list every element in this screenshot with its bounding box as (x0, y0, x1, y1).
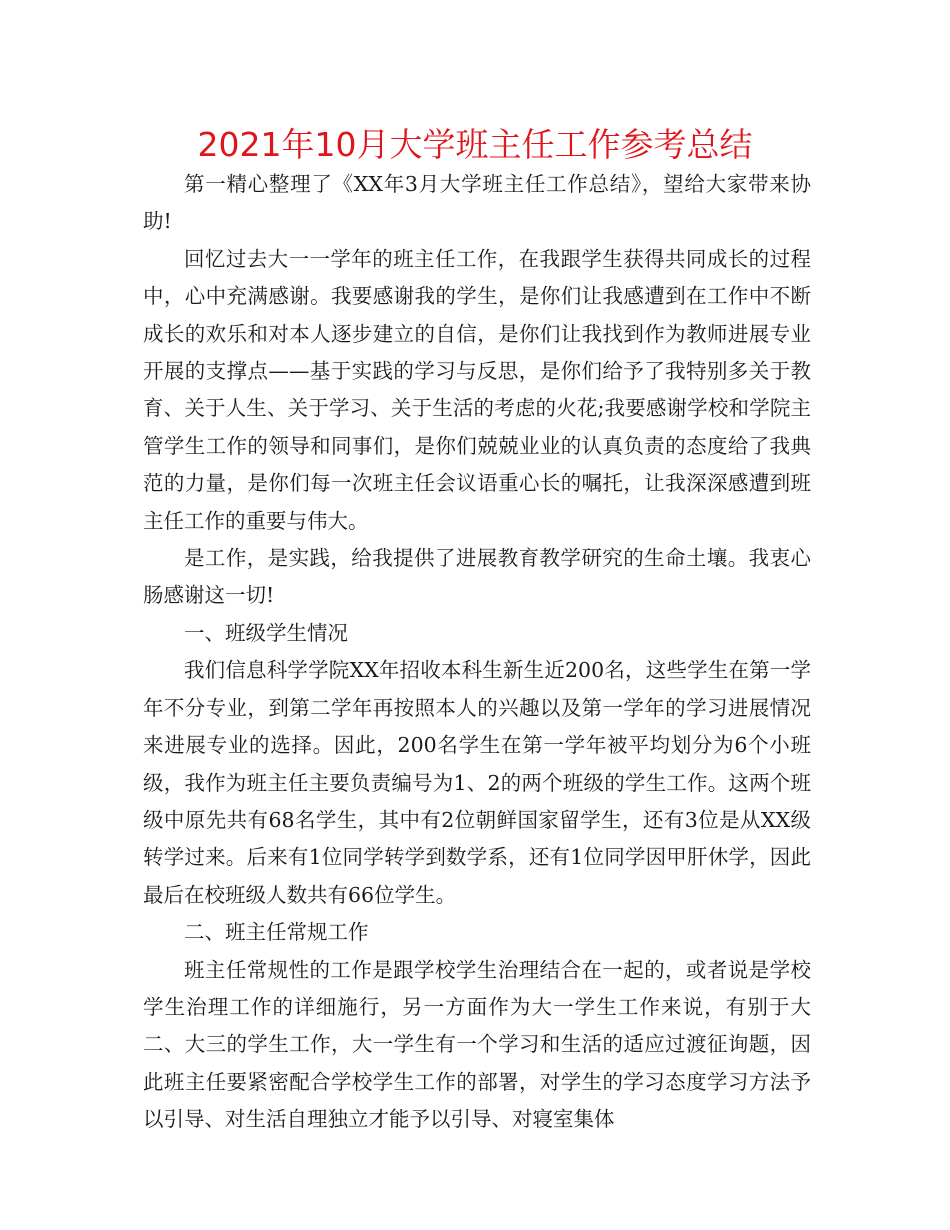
document-body (143, 166, 811, 1139)
section-heading-routine-work: 二、班主任常规工作 (184, 920, 369, 945)
paragraph-intro: 第一精心整理了《XX年3月大学班主任工作总结》，望给大家带来协助! (143, 172, 811, 234)
paragraph-gratitude: 回忆过去大一一学年的班主任工作，在我跟学生获得共同成长的过程中，心中充满感谢。我要感谢我的学生，是你们让我感遭到在工作中不断成长的欢乐和对本人逐步建立的自信，是你们让我找到作为教师进展专业开展的支撑点——基于实践的学习与反思，是你们给予了我特别多关于教育、关于人生、关于学习、关于生活的考虑的火花;我要感谢学校和学院主管学生工作的领导和同事们，是你们兢兢业业的认真负责的态度给了我典范的力量，是你们每一次班主任会议语重心长的嘱托，让我深深感遭到班主任工作的重要与伟大。 (143, 246, 811, 533)
paragraph-practice: 是工作，是实践，给我提供了进展教育教学研究的生命土壤。我衷心肠感谢这一切! (143, 546, 811, 608)
paragraph-class-situation: 我们信息科学学院XX年招收本科生新生近200名，这些学生在第一学年不分专业，到第二学年再按照本人的兴趣以及第一学年的学习进展情况来进展专业的选择。因此，200名学生在第一学年被平均划分为6个小班级，我作为班主任主要负责编号为1、2的两个班级的学生工作。这两个班级中原先共有68名学生，其中有2位朝鲜国家留学生，还有3位是从XX级转学过来。后来有1位同学转学到数学系，还有1位同学因甲肝休学，因此最后在校班级人数共有66位学生。 (143, 658, 811, 907)
document-title: 2021年10月大学班主任工作参考总结 (197, 125, 753, 164)
section-heading-class-situation: 一、班级学生情况 (184, 620, 348, 645)
paragraph-routine-work: 班主任常规性的工作是跟学校学生治理结合在一起的，或者说是学校学生治理工作的详细施行，另一方面作为大一学生工作来说，有别于大二、大三的学生工作，大一学生有一个学习和生活的适应过渡征询题，因此班主任要紧密配合学校学生工作的部署，对学生的学习态度学习方法予以引导、对生活自理独立才能予以引导、对寝室集体 (143, 957, 811, 1132)
